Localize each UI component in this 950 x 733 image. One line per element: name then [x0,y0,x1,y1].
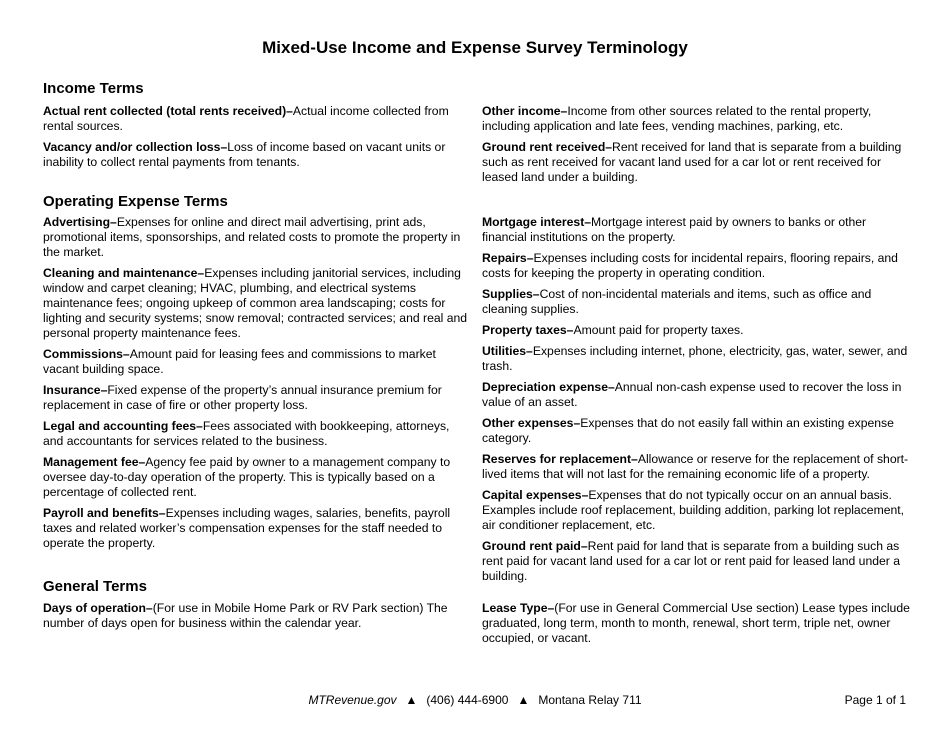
income-terms-right-column [482,104,912,191]
term-entry: Ground rent received–Rent received for land that is separate from a building such as rent received for vacant land used for a car lot or rent received for leased land under a building. [482,140,902,184]
term-entry: Vacancy and/or collection loss–Loss of income based on vacant units or inability to collect rental payments from tenants. [43,140,446,169]
term-entry: Mortgage interest–Mortgage interest paid by owners to banks or other financial institutions on the property. [482,215,867,244]
website-link[interactable]: MTRevenue.gov [308,693,397,707]
operating-terms-left-column [43,215,473,557]
triangle-separator-icon: ▲ [517,693,530,707]
relay-service: Montana Relay 711 [538,693,642,707]
term-entry: Repairs–Expenses including costs for incidental repairs, flooring repairs, and costs for keeping the property in operating condition. [482,251,898,280]
term-entry: Advertising–Expenses for online and direct mail advertising, print ads, promotional items, sponsorships, and related costs to promote the property in the market. [43,215,461,259]
income-terms-left-column [43,104,473,176]
term-entry: Insurance–Fixed expense of the property’s annual insurance premium for replacement in case of fire or other property loss. [43,383,442,412]
page-title: Mixed-Use Income and Expense Survey Terminology [262,38,688,57]
triangle-separator-icon: ▲ [405,693,418,707]
income-terms-heading: Income Terms [43,80,144,97]
general-terms-left-column [43,601,473,637]
term-entry: Legal and accounting fees–Fees associated with bookkeeping, attorneys, and accountants for services related to the business. [43,419,450,448]
term-entry: Days of operation–(For use in Mobile Home Park or RV Park section) The number of days open for business within the calendar year. [43,601,448,630]
term-entry: Actual rent collected (total rents received)–Actual income collected from rental sources. [43,104,449,133]
footer-contact [0,693,950,707]
term-entry: Utilities–Expenses including internet, phone, electricity, gas, water, sewer, and trash. [482,344,908,373]
term-entry: Payroll and benefits–Expenses including wages, salaries, benefits, payroll taxes and related worker’s compensation expenses for the staff needed to operate the property. [43,506,451,550]
term-entry: Cleaning and maintenance–Expenses including janitorial services, including window and carpet cleaning; HVAC, plumbing, and electrical systems maintenance fees; ongoing upkeep of common area landscaping; costs for lighting and security systems; snow removal; contracted services; and real and personal property maintenance fees. [43,266,468,340]
term-entry: Lease Type–(For use in General Commercial Use section) Lease types include graduated, long term, month to month, renewal, short term, triple net, owner occupied, or vacant. [482,601,910,645]
term-entry: Commissions–Amount paid for leasing fees and commissions to market vacant building space. [43,347,436,376]
page-number: Page 1 of 1 [844,693,906,707]
term-entry: Other expenses–Expenses that do not easily fall within an existing expense category. [482,416,894,445]
general-terms-heading: General Terms [43,578,147,595]
term-entry: Other income–Income from other sources related to the rental property, including application and late fees, vending machines, parking, etc. [482,104,872,133]
term-entry: Reserves for replacement–Allowance or reserve for the replacement of short-lived items that will not last for the remaining economic life of a property. [482,452,909,481]
operating-terms-right-column [482,215,912,590]
term-entry: Supplies–Cost of non-incidental materials and items, such as office and cleaning supplies. [482,287,872,316]
operating-expense-terms-heading: Operating Expense Terms [43,193,228,210]
term-entry: Ground rent paid–Rent paid for land that is separate from a building such as rent paid for vacant land used for a car lot or rent paid for leased land under a building. [482,539,901,583]
term-entry: Property taxes–Amount paid for property taxes. [482,323,744,337]
term-entry: Capital expenses–Expenses that do not typically occur on an annual basis. Examples include roof replacement, building addition, parking lot replacement, air conditioner replacement, etc. [482,488,905,532]
term-entry: Depreciation expense–Annual non-cash expense used to recover the loss in value of an asset. [482,380,902,409]
term-entry: Management fee–Agency fee paid by owner to a management company to oversee day-to-day operation of the property. This is typically based on a percentage of collected rent. [43,455,451,499]
general-terms-right-column [482,601,912,652]
phone-number: (406) 444-6900 [426,693,509,707]
